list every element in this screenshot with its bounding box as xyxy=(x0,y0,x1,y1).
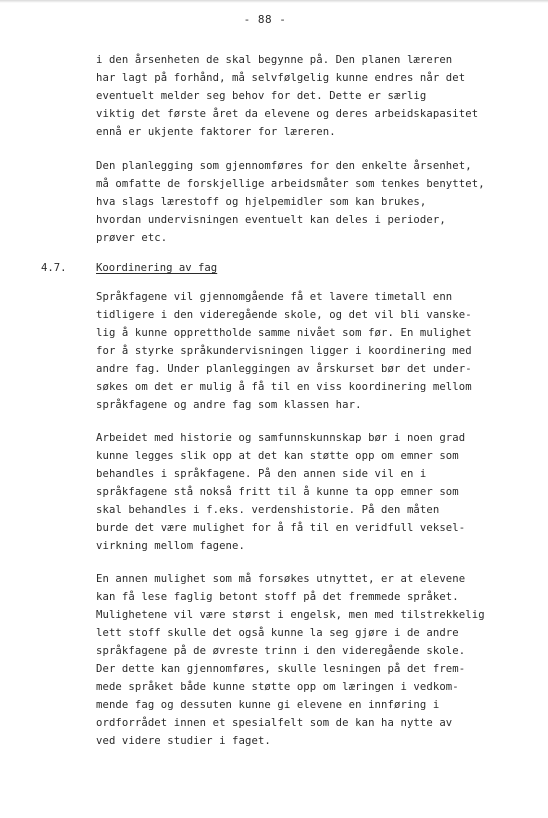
text-line: viktig det første året da elevene og deres arbeidskapasitet xyxy=(96,108,479,120)
text-line: ordforrådet innen et spesialfelt som de kan ha nytte av xyxy=(96,717,453,729)
text-line: En annen mulighet som må forsøkes utnyttet, er at elevene xyxy=(96,573,466,585)
text-line: behandles i språkfagene. På den annen side vil en i xyxy=(96,468,427,480)
text-line: Språkfagene vil gjennomgående få et lavere timetall enn xyxy=(96,291,453,303)
scan-edge-shadow xyxy=(0,0,548,3)
text-line: lett stoff skulle det også kunne la seg gjøre i de andre xyxy=(96,627,459,639)
text-line: andre fag. Under planleggingen av årskurset bør det under- xyxy=(96,363,472,375)
text-line: prøver etc. xyxy=(96,232,168,244)
text-line: mende fag og dessuten kunne gi elevene en innføring i xyxy=(96,699,440,711)
text-line: ennå er ukjente faktorer for læreren. xyxy=(96,126,336,138)
text-line: Mulighetene vil være størst i engelsk, men med tilstrekkelig xyxy=(96,609,485,621)
text-line: for å styrke språkundervisningen ligger i koordinering med xyxy=(96,345,472,357)
text-line: lig å kunne opprettholde samme nivået som før. En mulighet xyxy=(96,327,472,339)
text-line: mede språket både kunne støtte opp om læringen i vedkom- xyxy=(96,681,459,693)
text-line: i den årsenheten de skal begynne på. Den planen læreren xyxy=(96,54,453,66)
text-line: hva slags lærestoff og hjelpemidler som kan brukes, xyxy=(96,196,427,208)
text-line: ved videre studier i faget. xyxy=(96,735,271,747)
section-heading: Koordinering av fag xyxy=(96,262,218,274)
section-number: 4.7. xyxy=(41,262,67,274)
text-line: kunne legges slik opp at det kan støtte opp om emner som xyxy=(96,450,459,462)
text-line: burde det være mulighet for å få til en veridfull veksel- xyxy=(96,522,466,534)
text-line: Arbeidet med historie og samfunnskunnskap bør i noen grad xyxy=(96,432,466,444)
text-line: kan få lese faglig betont stoff på det fremmede språket. xyxy=(96,591,459,603)
paragraph-3 xyxy=(96,288,472,414)
paragraph-1 xyxy=(96,51,478,141)
paragraph-5 xyxy=(96,570,485,750)
text-line: må omfatte de forskjellige arbeidsmåter som tenkes benyttet, xyxy=(96,178,485,190)
paragraph-2 xyxy=(96,157,485,247)
text-line: Den planlegging som gjennomføres for den enkelte årsenhet, xyxy=(96,160,472,172)
text-line: språkfagene på de øvreste trinn i den videregående skole. xyxy=(96,645,466,657)
text-line: skal behandles i f.eks. verdenshistorie. På den måten xyxy=(96,504,440,516)
page-number: - 88 - xyxy=(243,13,287,26)
text-line: søkes om det er mulig å få til en viss koordinering mellom xyxy=(96,381,472,393)
text-line: hvordan undervisningen eventuelt kan deles i perioder, xyxy=(96,214,446,226)
text-line: språkfagene stå nokså fritt til å kunne ta opp emner som xyxy=(96,486,459,498)
text-line: har lagt på forhånd, må selvfølgelig kunne endres når det xyxy=(96,72,466,84)
text-line: tidligere i den videregående skole, og det vil bli vanske- xyxy=(96,309,472,321)
text-line: virkning mellom fagene. xyxy=(96,540,245,552)
text-line: Der dette kan gjennomføres, skulle lesningen på det frem- xyxy=(96,663,466,675)
paragraph-4 xyxy=(96,429,465,555)
text-line: eventuelt melder seg behov for det. Dette er særlig xyxy=(96,90,427,102)
text-line: språkfagene og andre fag som klassen har. xyxy=(96,399,362,411)
